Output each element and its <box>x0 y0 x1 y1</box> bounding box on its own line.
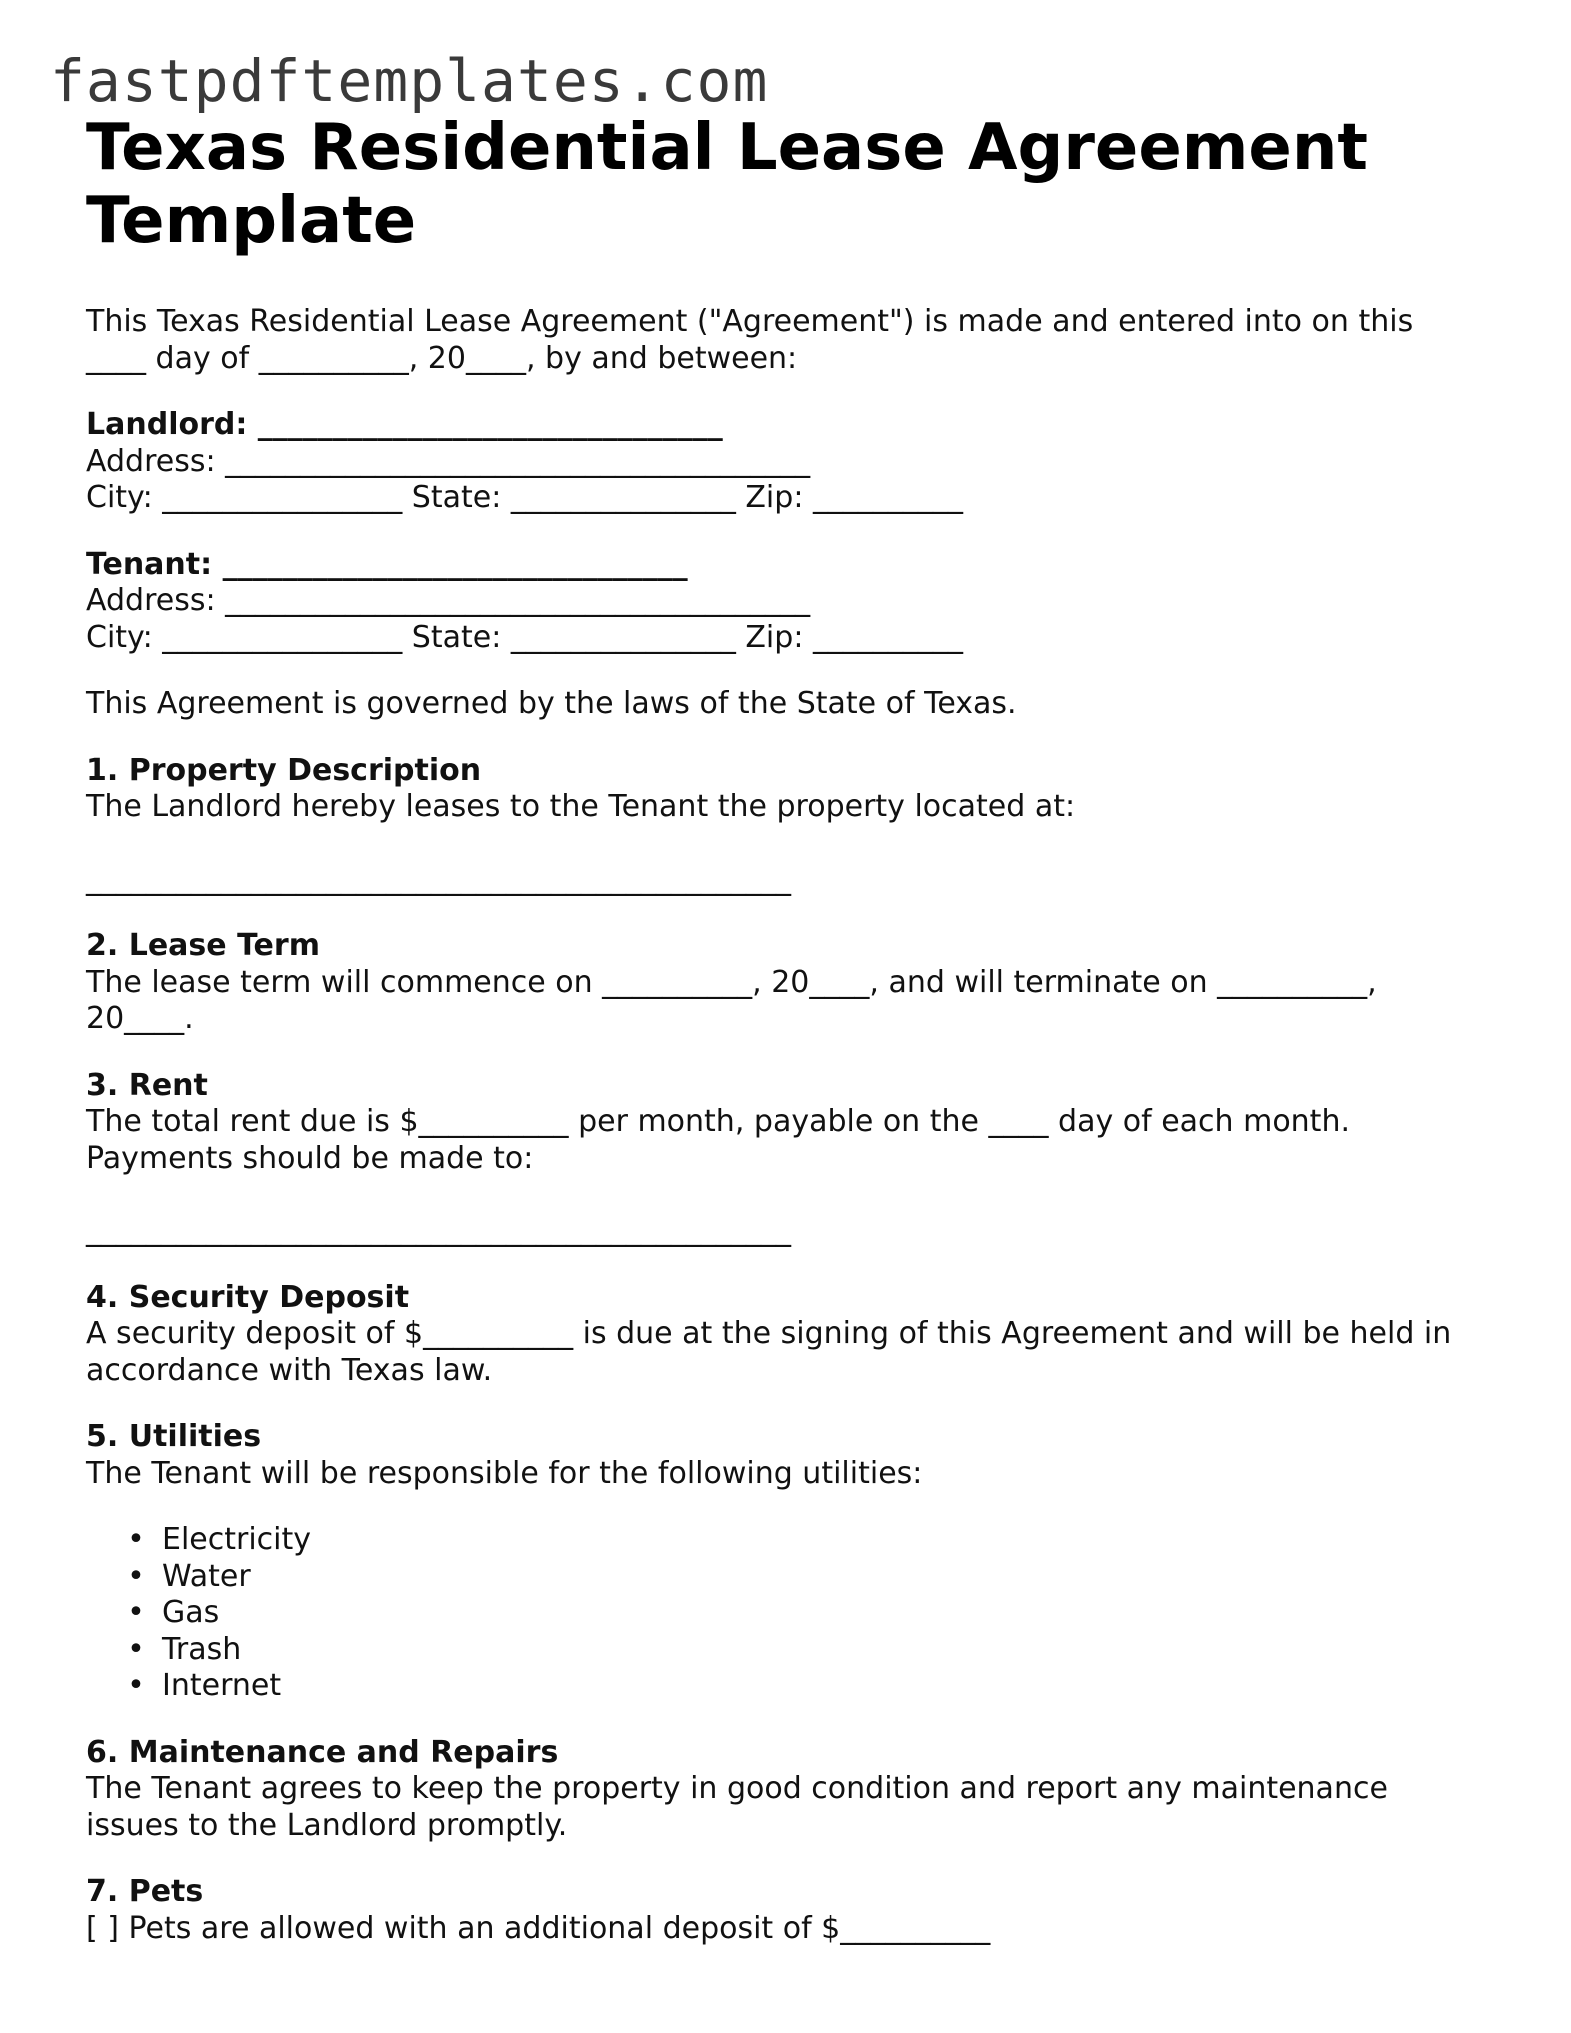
section-pets-title: 7. Pets <box>86 1874 204 1909</box>
section-maintenance-line-2: issues to the Landlord promptly. <box>86 1807 568 1843</box>
list-item <box>126 1668 1506 1705</box>
utility-item-label: Trash <box>162 1631 242 1667</box>
watermark: fastpdftemplates.com <box>50 47 769 115</box>
list-item <box>126 1595 1506 1632</box>
section-property-title: 1. Property Description <box>86 752 482 788</box>
utility-item-label: Internet <box>162 1668 282 1703</box>
list-item <box>126 1559 1506 1596</box>
section-property-text: The Landlord hereby leases to the Tenant the property located at: <box>86 789 1076 824</box>
section-maintenance-line-1: The Tenant agrees to keep the property in good condition and report any maintenance <box>86 1771 1388 1806</box>
bullet-icon: • <box>127 1522 145 1557</box>
section-deposit-title: 4. Security Deposit <box>86 1279 410 1315</box>
section-rent-line-2: Payments should be made to: <box>86 1140 534 1176</box>
section-term-line-1: The lease term will commence on __________, 20____, and will terminate on __________, <box>86 964 1377 1000</box>
utility-item-label: Water <box>162 1558 251 1594</box>
section-deposit-line-1: A security deposit of $__________ is due at the signing of this Agreement and will be held in <box>86 1316 1452 1351</box>
section-rent <box>86 1068 1506 1250</box>
section-rent-title: 3. Rent <box>86 1067 208 1103</box>
landlord-address: Address: _______________________________________ <box>86 443 811 479</box>
property-address-blank: _______________________________________________ <box>86 861 791 897</box>
section-deposit <box>86 1280 1506 1390</box>
section-deposit-line-2: accordance with Texas law. <box>86 1352 493 1388</box>
intro-line-1: This Texas Residential Lease Agreement ("Agreement") is made and entered into on this <box>86 304 1414 339</box>
rent-payee-blank: _______________________________________________ <box>86 1213 791 1248</box>
section-term <box>86 928 1506 1038</box>
bullet-icon: • <box>127 1595 145 1630</box>
tenant-name-line <box>86 547 1506 584</box>
utilities-list <box>86 1522 1506 1705</box>
document-title: Texas Residential Lease Agreement Template <box>86 111 1368 258</box>
landlord-name-blank: _______________________________ <box>247 407 723 442</box>
list-item <box>126 1522 1506 1559</box>
landlord-city-state-zip: City: ________________ State: _______________ Zip: __________ <box>86 480 963 515</box>
bullet-icon: • <box>127 1631 145 1667</box>
landlord-label: Landlord: <box>86 407 248 442</box>
section-term-title: 2. Lease Term <box>86 928 320 963</box>
section-pets-line-1: [ ] Pets are allowed with an additional deposit of $__________ <box>86 1910 991 1946</box>
intro-paragraph <box>86 304 1506 377</box>
bullet-icon: • <box>127 1558 145 1594</box>
document-page <box>86 112 1506 1947</box>
tenant-label: Tenant: <box>86 546 213 582</box>
section-rent-line-1: The total rent due is $__________ per month, payable on the ____ day of each month. <box>86 1104 1350 1139</box>
tenant-address: Address: _______________________________________ <box>86 583 811 618</box>
section-utilities-title: 5. Utilities <box>86 1419 262 1454</box>
utility-item-label: Gas <box>162 1595 220 1630</box>
landlord-name-line <box>86 407 1506 444</box>
tenant-city-state-zip: City: ________________ State: _______________ Zip: __________ <box>86 619 963 655</box>
section-utilities <box>86 1419 1506 1705</box>
section-utilities-text: The Tenant will be responsible for the following utilities: <box>86 1455 923 1491</box>
list-item <box>126 1632 1506 1669</box>
section-pets <box>86 1874 1506 1947</box>
section-maintenance-title: 6. Maintenance and Repairs <box>86 1734 559 1770</box>
bullet-icon: • <box>127 1668 145 1703</box>
section-term-line-2: 20____. <box>86 1001 194 1036</box>
governing-law: This Agreement is governed by the laws of the State of Texas. <box>86 686 1017 721</box>
intro-line-2: ____ day of __________, 20____, by and between: <box>86 340 798 376</box>
section-property <box>86 753 1506 899</box>
section-maintenance <box>86 1735 1506 1845</box>
tenant-block <box>86 547 1506 657</box>
utility-item-label: Electricity <box>162 1522 312 1557</box>
tenant-name-blank: _______________________________ <box>212 546 688 582</box>
landlord-block <box>86 407 1506 517</box>
